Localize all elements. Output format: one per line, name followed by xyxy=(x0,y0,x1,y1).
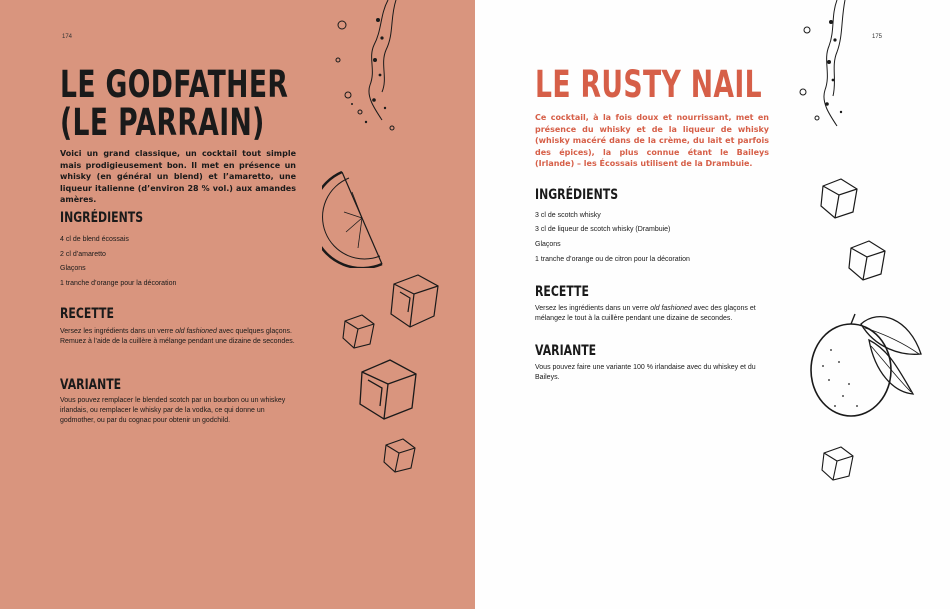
variant-text: Vous pouvez remplacer le blended scotch par un bourbon ou un whiskey irlandais, ou remplacer le whisky par de la vodka, ce qui donne un godmother, ou par du cognac pour obtenir un godchild. xyxy=(60,397,286,424)
ingredient-item: 1 tranche d’orange ou de citron pour la décoration xyxy=(535,256,690,263)
ice-cube-illustration xyxy=(386,272,441,330)
page-title xyxy=(60,63,289,144)
intro-text: Ce cocktail, à la fois doux et nourrissant, met en présence du whisky et de la liqueur de whisky (whisky macéré dans de la crème, du lait et parfois des épices), la plus connue étant le Baileys (Irlande) – les Écossais utilisent de la Drambuie. xyxy=(535,113,769,168)
ice-cube-illustration xyxy=(381,436,419,474)
ice-cube-illustration xyxy=(356,356,420,422)
intro-text: Voici un grand classique, un cocktail tout simple mais prodigieusement bon. Il met en présence un whisky (en général un blend) et l’amaretto, une liqueur italienne (d’environ 28 % vol.) aux amandes amères. xyxy=(60,149,296,204)
orange-slice-illustration xyxy=(322,168,392,268)
splash-illustration xyxy=(797,0,857,140)
ingredient-item: 3 cl de scotch whisky xyxy=(535,212,601,219)
ingredient-item: Glaçons xyxy=(60,265,86,272)
ice-cube-illustration xyxy=(819,444,857,482)
ingredient-item: 4 cl de blend écossais xyxy=(60,236,129,243)
lemon-illustration xyxy=(809,310,927,422)
right-page xyxy=(475,0,950,609)
ingredient-item: 3 cl de liqueur de scotch whisky (Drambuie) xyxy=(535,226,671,233)
page-number: 174 xyxy=(62,34,73,40)
title-line-1: LE GODFATHER xyxy=(60,63,289,106)
ice-cube-illustration xyxy=(340,312,378,350)
ice-cube-illustration xyxy=(845,238,889,282)
ingredient-item: 2 cl d’amaretto xyxy=(60,251,106,258)
ice-cube-illustration xyxy=(817,176,861,220)
ingredient-item: Glaçons xyxy=(535,241,561,248)
variant-heading: VARIANTE xyxy=(535,343,597,359)
recipe-heading: RECETTE xyxy=(535,284,589,300)
title-line-2: (LE PARRAIN) xyxy=(60,100,265,144)
recipe-text: Versez les ingrédients dans un verre old fashioned avec des glaçons et mélangez le tout à la cuillère pendant une dizaine de secondes. xyxy=(535,305,756,322)
ingredients-heading: INGRÉDIENTS xyxy=(60,210,144,226)
splash-illustration xyxy=(330,0,400,140)
recipe-text: Versez les ingrédients dans un verre old fashioned avec quelques glaçons. Remuez à l’aide de la cuillère à mélange pendant une dizaine de secondes. xyxy=(60,328,295,345)
recipe-heading: RECETTE xyxy=(60,306,114,322)
ingredients-heading: INGRÉDIENTS xyxy=(535,187,619,203)
page-number: 175 xyxy=(872,34,883,40)
page-title: LE RUSTY NAIL xyxy=(535,63,763,106)
variant-text: Vous pouvez faire une variante 100 % irlandaise avec du whiskey et du Baileys. xyxy=(535,364,756,381)
variant-heading: VARIANTE xyxy=(60,377,122,393)
ingredient-item: 1 tranche d’orange pour la décoration xyxy=(60,280,177,287)
